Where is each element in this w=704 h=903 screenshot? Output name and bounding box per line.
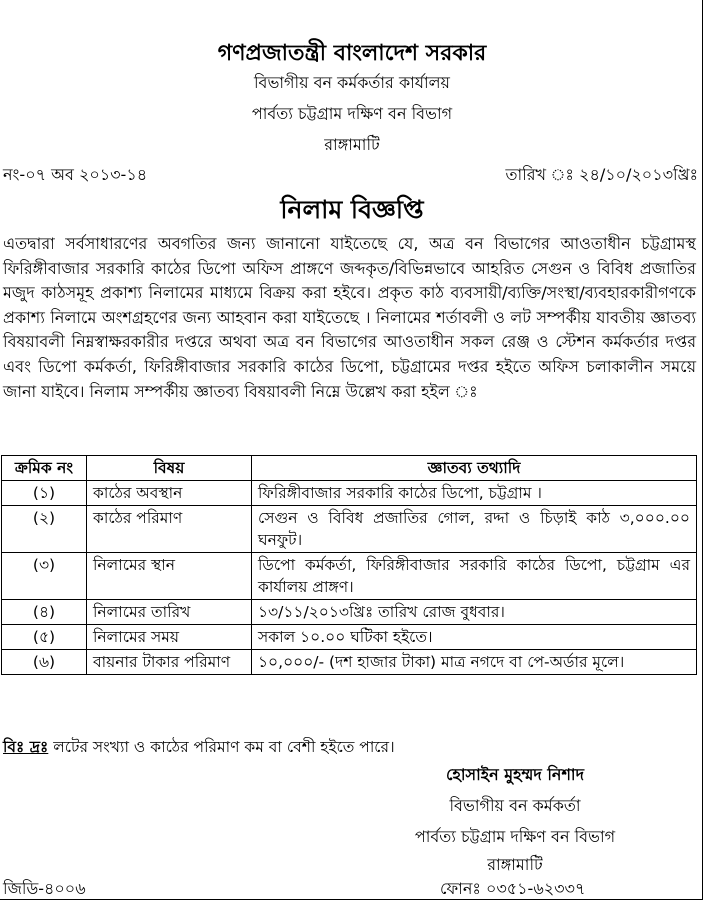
row-subject: কাঠের পরিমাণ: [87, 506, 252, 553]
footnote: [3, 735, 395, 761]
office-name: বিভাগীয় বন কর্মকর্তার কার্যালয়: [253, 73, 450, 92]
row-subject: কাঠের অবস্থান: [87, 481, 252, 506]
gd-number: জিডি-৪০০৬: [3, 879, 86, 898]
row-serial: (৪): [2, 600, 87, 625]
row-serial: (১): [2, 481, 87, 506]
reference-number: নং-০৭ অব ২০১৩-১৪: [3, 165, 148, 184]
row-serial: (৫): [2, 625, 87, 650]
phone-number: ফোনঃ ০৩৫১-৬২৩৩৭: [440, 879, 586, 898]
col-header-details: জ্ঞাতব্য তথ্যাদি: [252, 456, 697, 481]
row-subject: নিলামের তারিখ: [87, 600, 252, 625]
table-row: [2, 600, 697, 625]
government-title: গণপ্রজাতন্ত্রী বাংলাদেশ সরকার: [217, 41, 487, 66]
row-detail: ১৩/১১/২০১৩খ্রিঃ তারিখ রোজ বুধবার।: [252, 600, 697, 625]
row-serial: (৩): [2, 553, 87, 600]
table-row: [2, 506, 697, 553]
signatory-location: রাঙ্গামাটি: [487, 855, 543, 874]
col-header-serial: ক্রমিক নং: [2, 456, 87, 481]
table-header-row: [2, 456, 697, 481]
col-header-subject: বিষয়: [87, 456, 252, 481]
row-subject: বায়নার টাকার পরিমাণ: [87, 650, 252, 675]
row-serial: (২): [2, 506, 87, 553]
row-subject: নিলামের স্থান: [87, 553, 252, 600]
row-detail: ১০,০০০/- (দশ হাজার টাকা) মাত্র নগদে বা পে-অর্ডার মূলে।: [252, 650, 697, 675]
location: রাঙ্গামাটি: [324, 135, 380, 154]
signatory-division: পার্বত্য চট্টগ্রাম দক্ষিণ বন বিভাগ: [414, 827, 616, 846]
table-row: [2, 481, 697, 506]
signatory-name: হোসাইন মুহম্মদ নিশাদ: [446, 765, 584, 784]
table-row: [2, 650, 697, 675]
table-row: [2, 625, 697, 650]
row-detail: সেগুন ও বিবিধ প্রজাতির গোল, রদ্দা ও চিড়াই কাঠ ৩,০০০.০০ ঘনফুট।: [252, 506, 697, 553]
row-detail: সকাল ১০.০০ ঘটিকা হইতে।: [252, 625, 697, 650]
table-row: [2, 553, 697, 600]
row-detail: ফিরিঙ্গীবাজার সরকারি কাঠের ডিপো, চট্টগ্রাম ।: [252, 481, 697, 506]
row-serial: (৬): [2, 650, 87, 675]
notice-title: নিলাম বিজ্ঞপ্তি: [280, 195, 424, 224]
notice-body: এতদ্বারা সর্বসাধারণের অবগতির জন্য জানানো যাইতেছে যে, অত্র বন বিভাগের আওতাধীন চট্টগ্রামস্থ ফিরিঙ্গীবাজার সরকারি কাঠের ডিপো অফিস প্রাঙ্গণে জব্দকৃত/বিভিন্নভাবে আহরিত সেগুন ও বিবিধ প্রজাতির মজুদ কাঠসমূহ প্রকাশ্য নিলামের মাধ্যমে বিক্রয় করা হইবে। প্রকৃত কাঠ ব্যবসায়ী/ব্যক্তি/সংস্থা/ব্যবহারকারীগণকে প্রকাশ্য নিলামে অংশগ্রহণের জন্য আহবান করা যাইতেছে । নিলামের শর্তাবলী ও লট সম্পর্কীয় যাবতীয় জ্ঞাতব্য বিষয়াবলী নিম্নস্বাক্ষরকারীর দপ্তরে অথবা অত্র বন বিভাগের আওতাধীন সকল রেঞ্জ ও স্টেশন কর্মকর্তার দপ্তর এবং ডিপো কর্মকর্তা, ফিরিঙ্গীবাজার সরকারি কাঠের ডিপো, চট্টগ্রামের দপ্তর হইতে অফিস চলাকালীন সময়ে জানা যাইবে। নিলাম সম্পর্কীয় জ্ঞাতব্য বিষয়াবলী নিম্নে উল্লেখ করা হইল ঃ: [3, 234, 696, 401]
notice-date: তারিখ ঃ ২৪/১০/২০১৩খ্রিঃ: [505, 165, 698, 184]
row-subject: নিলামের সময়: [87, 625, 252, 650]
footnote-label: বিঃ দ্রঃ: [3, 738, 49, 756]
auction-info-table: [1, 455, 697, 675]
footnote-text: লটের সংখ্যা ও কাঠের পরিমাণ কম বা বেশী হইতে পারে।: [48, 738, 395, 756]
division-name: পার্বত্য চট্টগ্রাম দক্ষিণ বন বিভাগ: [251, 104, 453, 123]
signatory-designation: বিভাগীয় বন কর্মকর্তা: [449, 796, 581, 815]
row-detail: ডিপো কর্মকর্তা, ফিরিঙ্গীবাজার সরকারি কাঠের ডিপো, চট্টগ্রাম এর কার্যালয় প্রাঙ্গণ।: [252, 553, 697, 600]
